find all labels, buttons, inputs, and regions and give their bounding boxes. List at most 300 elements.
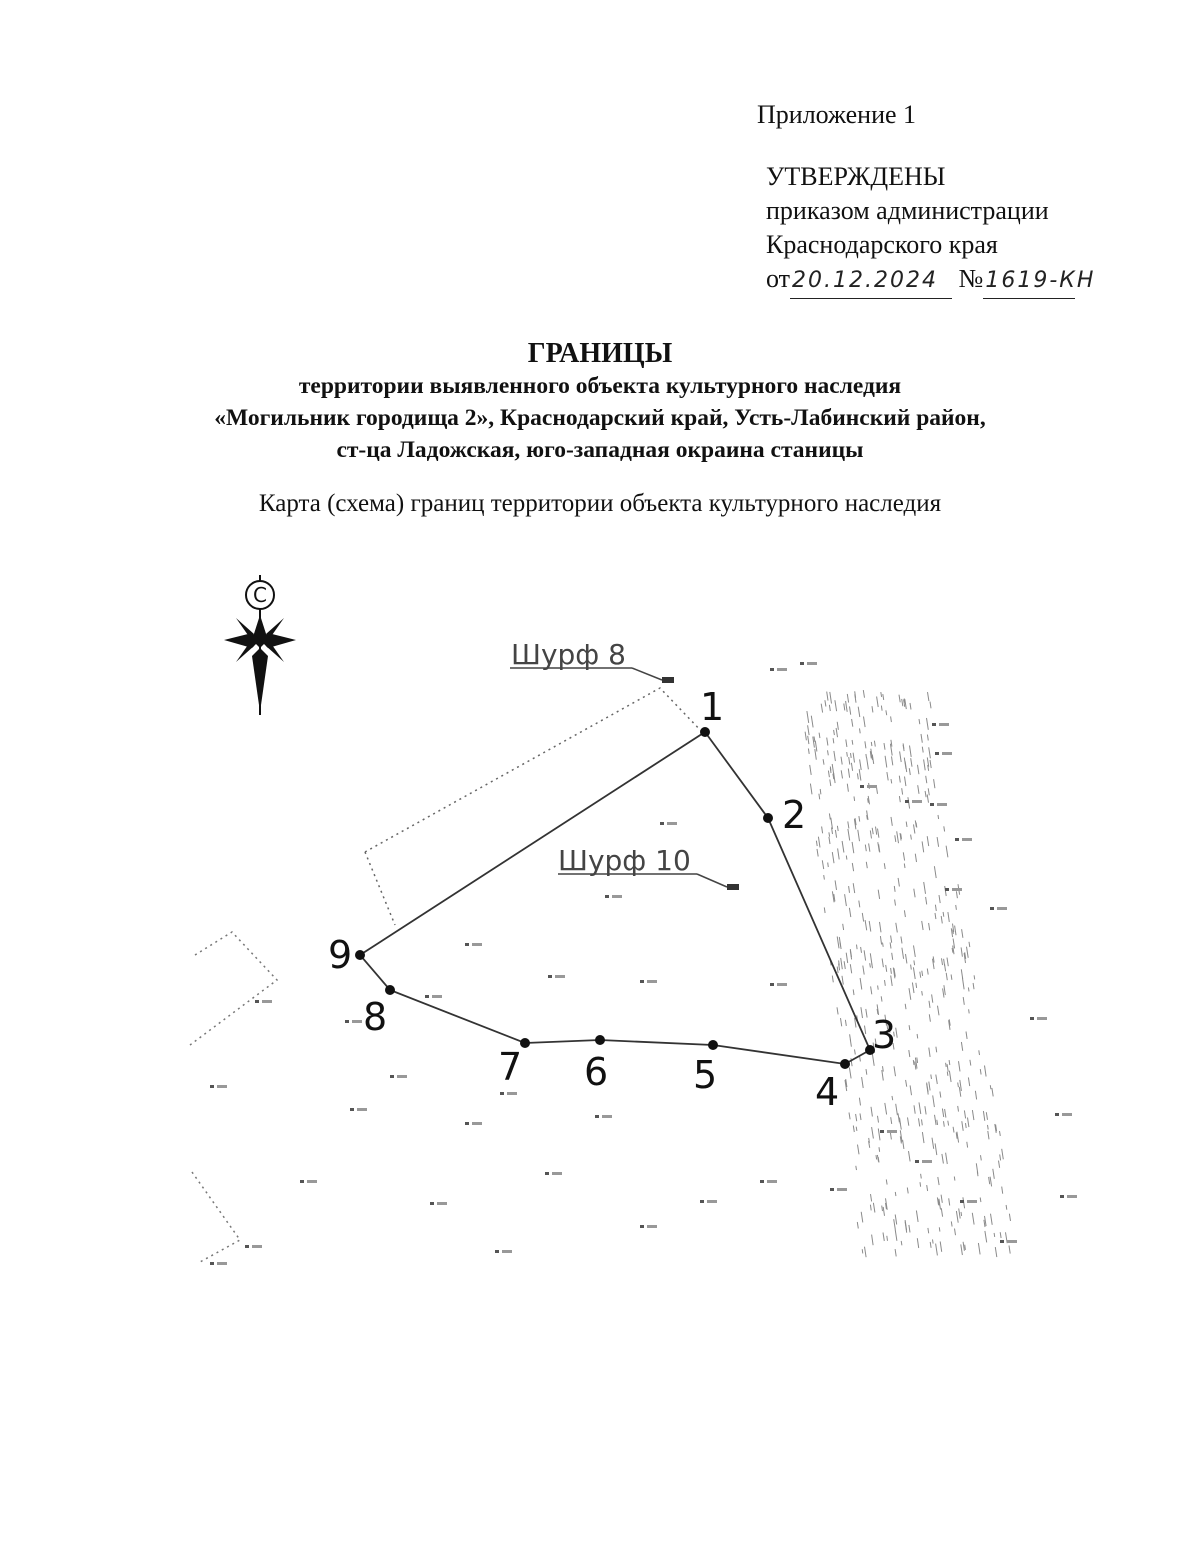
hatch-stroke [930, 1242, 931, 1248]
vertex-label-8: 8 [363, 995, 388, 1039]
elevation-value-mark [1037, 1017, 1047, 1020]
hatch-stroke [992, 1088, 993, 1096]
elevation-mark [210, 1262, 214, 1265]
hatch-stroke [853, 883, 855, 893]
hatch-stroke [847, 752, 848, 757]
elevation-mark [495, 1250, 499, 1253]
hatch-stroke [927, 969, 928, 975]
hatch-stroke [850, 964, 851, 973]
hatch-stroke [932, 994, 933, 1002]
hatch-stroke [808, 725, 810, 735]
hatch-stroke [899, 796, 900, 802]
hatch-stroke [843, 924, 844, 930]
hatch-stroke [895, 1249, 896, 1256]
hatch-stroke [851, 763, 852, 771]
hatch-stroke [956, 905, 957, 910]
elevation-value-mark [507, 1092, 517, 1095]
elevation-mark [1060, 1195, 1064, 1198]
hatch-stroke [897, 831, 899, 843]
hatch-stroke [872, 706, 873, 712]
hatch-stroke [886, 1179, 887, 1184]
hatch-stroke [951, 975, 952, 980]
hatch-stroke [910, 703, 911, 710]
hatch-stroke [862, 913, 863, 922]
hatch-stroke [885, 756, 887, 768]
vertex-labels [328, 685, 896, 1114]
hatch-stroke [902, 699, 903, 706]
hatch-stroke [880, 922, 882, 932]
hatch-stroke [929, 747, 931, 758]
hatch-stroke [967, 947, 969, 958]
hatch-stroke [900, 751, 902, 762]
hatch-stroke [857, 945, 858, 950]
elevation-mark [425, 995, 429, 998]
hatch-stroke [940, 1242, 942, 1252]
hatch-stroke [871, 1194, 872, 1201]
elevation-value-mark [1067, 1195, 1077, 1198]
hatch-stroke [866, 862, 867, 868]
elevation-mark [905, 800, 909, 803]
hatch-stroke [847, 784, 848, 792]
hatch-stroke [854, 796, 855, 801]
survey-outline [365, 688, 705, 852]
hatch-stroke [853, 989, 854, 995]
hatch-stroke [985, 1066, 987, 1077]
hatch-stroke [833, 738, 834, 743]
hatch-stroke [834, 751, 836, 761]
hatch-stroke [927, 836, 929, 846]
hatch-stroke [938, 1177, 939, 1185]
hatch-stroke [944, 826, 945, 831]
hatch-stroke [939, 1227, 940, 1231]
hatch-stroke [838, 848, 840, 859]
hatch-stroke [882, 1206, 883, 1212]
hatch-stroke [942, 1154, 944, 1164]
approved-title: УТВЕРЖДЕНЫ [766, 162, 946, 191]
elevation-mark [945, 888, 949, 891]
hatch-stroke [937, 1120, 938, 1125]
hatch-stroke [961, 947, 962, 956]
hatch-stroke [815, 749, 817, 760]
hatch-stroke [983, 1111, 984, 1121]
elevation-mark [830, 1188, 834, 1191]
elevation-value-mark [962, 838, 972, 841]
pit-10 [558, 844, 739, 890]
hatch-stroke [859, 901, 860, 908]
hatch-stroke [958, 1083, 959, 1088]
hatch-stroke [849, 1113, 850, 1120]
hatch-stroke [881, 996, 882, 1001]
hatch-stroke [882, 1070, 884, 1080]
hatch-stroke [830, 768, 831, 773]
hatch-stroke [981, 1155, 982, 1160]
hatch-stroke [883, 943, 884, 947]
hatch-stroke [945, 1109, 946, 1118]
hatch-stroke [909, 988, 911, 1000]
hatch-stroke [941, 1195, 942, 1203]
hatch-stroke [839, 960, 840, 965]
hatch-stroke [883, 1207, 884, 1216]
vertex-label-9: 9 [328, 933, 353, 977]
hatch-stroke [929, 1014, 930, 1021]
elevation-mark [1000, 1240, 1004, 1243]
hatch-stroke [924, 882, 926, 894]
hatch-stroke [891, 968, 892, 974]
hatch-stroke [938, 1006, 940, 1016]
hatch-stroke [934, 866, 936, 878]
hatch-stroke [829, 813, 830, 819]
hatch-stroke [994, 1233, 995, 1237]
elevation-mark [960, 1200, 964, 1203]
elevation-mark [915, 1160, 919, 1163]
appendix-label: Приложение 1 [757, 100, 917, 129]
hatch-stroke [919, 1118, 920, 1126]
hatch-stroke [901, 937, 902, 944]
hatch-stroke [835, 880, 836, 890]
hatch-stroke [885, 980, 886, 986]
hatch-stroke [921, 734, 922, 743]
hatch-stroke [891, 779, 892, 783]
hatch-stroke [881, 692, 882, 697]
hatch-stroke [810, 784, 812, 795]
elevation-mark [760, 1180, 764, 1183]
hatch-stroke [944, 1121, 945, 1127]
hatch-stroke [915, 820, 916, 826]
hatch-stroke [991, 1214, 993, 1225]
hatch-stroke [885, 1103, 887, 1115]
hatch-stroke [852, 863, 853, 871]
hatch-stroke [861, 1212, 863, 1223]
hatch-stroke [865, 741, 866, 748]
hatch-stroke [943, 912, 944, 917]
hatch-stroke [859, 769, 861, 780]
hatch-stroke [911, 758, 912, 767]
hatch-stroke [841, 770, 842, 778]
elevation-mark [932, 723, 936, 726]
hatch-stroke [906, 822, 907, 827]
elevation-value-mark [602, 1115, 612, 1118]
hatch-stroke [849, 886, 850, 893]
elevation-mark [548, 975, 552, 978]
hatch-stroke [894, 1066, 896, 1076]
hatch-stroke [867, 758, 869, 770]
elevation-mark [390, 1075, 394, 1078]
hatch-stroke [916, 1211, 918, 1222]
hatch-stroke [865, 920, 867, 930]
elevation-value-mark [922, 1160, 932, 1163]
hatch-stroke [924, 759, 926, 770]
hatch-stroke [922, 1132, 924, 1143]
hatch-stroke [913, 1060, 914, 1065]
hatch-stroke [859, 816, 860, 822]
hatch-stroke [933, 1239, 934, 1243]
hatch-stroke [908, 1117, 909, 1125]
hatch-stroke [909, 1050, 910, 1057]
hatch-stroke [850, 706, 851, 714]
hatch-stroke [914, 945, 916, 957]
hatch-stroke [922, 841, 924, 852]
hatch-stroke [815, 741, 817, 752]
hatch-stroke [989, 1177, 990, 1184]
hatch-stroke [911, 835, 912, 840]
hatch-stroke [949, 1198, 950, 1205]
hatch-stroke [938, 815, 939, 819]
elevation-value-mark [997, 907, 1007, 910]
hatch-stroke [914, 960, 915, 965]
hatch-stroke [968, 1118, 969, 1128]
hatch-stroke [834, 730, 835, 735]
hatch-stroke [899, 695, 900, 703]
hatch-stroke [877, 697, 879, 708]
hatch-stroke [864, 950, 866, 960]
hatch-stroke [914, 824, 915, 833]
hatch-stroke [865, 845, 866, 852]
elevation-mark [955, 838, 959, 841]
hatch-stroke [895, 1215, 897, 1225]
hatch-stroke [808, 736, 809, 744]
hatch-stroke [887, 772, 888, 780]
hatch-stroke [946, 1063, 947, 1067]
hatch-stroke [832, 852, 834, 863]
hatch-stroke [905, 1004, 906, 1009]
elevation-mark [465, 943, 469, 946]
north-label: С [253, 583, 267, 607]
elevation-value-mark [942, 752, 952, 755]
hatch-stroke [892, 953, 893, 960]
hatch-stroke [951, 1221, 952, 1226]
hatch-stroke [925, 791, 926, 797]
hatch-stroke [837, 967, 838, 973]
elevation-mark [800, 662, 804, 665]
hatch-stroke [1000, 1154, 1001, 1160]
hatch-stroke [865, 1026, 866, 1034]
hatch-stroke [895, 1230, 897, 1241]
hatch-stroke [922, 1119, 923, 1125]
hatch-stroke [993, 1169, 995, 1179]
hatch-stroke [922, 921, 923, 930]
vertex-label-7: 7 [498, 1045, 523, 1089]
elevation-mark [255, 1000, 259, 1003]
hatch-stroke [860, 978, 862, 990]
elevation-mark [465, 1122, 469, 1125]
hatch-stroke [995, 1247, 997, 1257]
elevation-value-mark [472, 943, 482, 946]
hatch-stroke [922, 991, 923, 995]
hatch-stroke [844, 961, 845, 969]
hatch-stroke [825, 700, 826, 706]
hatch-stroke [961, 1042, 962, 1051]
elevation-mark [860, 785, 864, 788]
hatch-stroke [819, 733, 820, 738]
hatch-stroke [986, 1112, 987, 1120]
hatch-stroke [820, 789, 821, 794]
hatch-stroke [829, 705, 830, 711]
hatch-stroke [961, 1244, 963, 1255]
vertex-4 [840, 1059, 850, 1069]
hatch-stroke [852, 740, 853, 745]
hatch-stroke [978, 1243, 980, 1254]
hatch-stroke [928, 1228, 929, 1233]
approved-line-1: приказом администрации [766, 196, 1049, 225]
hatch-stroke [872, 1127, 874, 1138]
hatch-stroke [918, 785, 919, 794]
hatch-stroke [808, 749, 809, 754]
hatch-stroke [878, 829, 879, 838]
hatch-stroke [870, 1205, 871, 1211]
elevation-value-mark [472, 1122, 482, 1125]
hatch-stroke [974, 975, 975, 979]
hatch-stroke [959, 1208, 961, 1218]
hatch-stroke [822, 860, 823, 869]
hatch-stroke [896, 923, 898, 933]
hatch-stroke [829, 832, 830, 836]
hatch-stroke [902, 788, 903, 794]
hatch-stroke [935, 1143, 937, 1155]
hatch-stroke [935, 905, 936, 911]
hatch-stroke [828, 750, 829, 755]
elevation-value-mark [307, 1180, 317, 1183]
hatch-stroke [966, 1032, 967, 1039]
hatch-stroke [958, 1106, 959, 1112]
hatch-stroke [891, 976, 893, 986]
hatch-stroke [884, 743, 885, 750]
hatch-stroke [891, 1117, 892, 1124]
hatch-stroke [861, 1007, 863, 1018]
elevation-value-mark [952, 888, 962, 891]
hatch-stroke [846, 739, 847, 747]
hatch-stroke [937, 837, 939, 847]
elevation-mark [430, 1202, 434, 1205]
hatch-stroke [823, 759, 824, 765]
elevation-value-mark [217, 1262, 227, 1265]
elevation-value-mark [552, 1172, 562, 1175]
hatch-stroke [913, 967, 915, 979]
vertex-8 [385, 985, 395, 995]
map-caption: Карта (схема) границ территории объекта культурного наследия [258, 490, 942, 517]
hatch-stroke [942, 1109, 943, 1118]
handwritten-date: 20.12.2024 [790, 264, 952, 299]
hatch-stroke [911, 965, 912, 970]
hatch-stroke [860, 1113, 861, 1120]
hatch-stroke [910, 1085, 911, 1095]
hatch-stroke [920, 1182, 921, 1187]
hatch-stroke [871, 1107, 872, 1117]
hatch-stroke [829, 837, 830, 844]
hatch-stroke [835, 830, 836, 838]
hatch-stroke [903, 1140, 904, 1149]
hatch-stroke [821, 704, 822, 713]
hatch-stroke [909, 768, 910, 775]
hatch-stroke [814, 736, 815, 742]
hatch-stroke [988, 1125, 989, 1130]
hatch-stroke [946, 1153, 948, 1164]
hatch-stroke [955, 1229, 956, 1236]
document-title: ГРАНИЦЫ [527, 338, 673, 369]
hatch-stroke [827, 738, 828, 746]
hatch-stroke [906, 1080, 907, 1087]
elevation-value-mark [262, 1000, 272, 1003]
elevation-value-mark [612, 895, 622, 898]
hatch-stroke [846, 701, 847, 706]
hatch-stroke [941, 916, 942, 923]
hatch-stroke [874, 741, 875, 747]
hatch-stroke [846, 706, 847, 712]
hatch-stroke [816, 841, 817, 846]
hatch-stroke [882, 959, 883, 968]
elevation-mark [300, 1180, 304, 1183]
hatch-stroke [914, 889, 915, 898]
hatch-stroke [922, 747, 923, 753]
hatch-stroke [848, 829, 850, 841]
hatch-stroke [961, 969, 962, 979]
elevation-mark [640, 980, 644, 983]
hatch-stroke [837, 937, 839, 949]
hatch-stroke [917, 1238, 918, 1248]
hatch-stroke [933, 1095, 935, 1107]
hatch-stroke [865, 1247, 867, 1258]
hatch-stroke [963, 1242, 964, 1251]
hatch-stroke [832, 764, 834, 774]
hatch-stroke [853, 753, 854, 763]
hatch-stroke [1006, 1205, 1007, 1210]
hatch-stroke [975, 1091, 976, 1100]
handwritten-number: 1619-КН [983, 264, 1075, 299]
hatch-stroke [858, 1145, 860, 1155]
hatch-stroke [886, 965, 887, 972]
hatch-stroke [904, 864, 905, 869]
elevation-value-mark [707, 1200, 717, 1203]
hatch-stroke [972, 1213, 974, 1225]
hatch-stroke [807, 711, 809, 723]
elevation-mark [595, 1115, 599, 1118]
hatch-stroke [968, 1077, 969, 1086]
elevation-mark [935, 752, 939, 755]
hatch-stroke [891, 716, 892, 722]
hatch-stroke [868, 798, 869, 803]
hatch-stroke [856, 1114, 857, 1121]
hatch-stroke [883, 1066, 884, 1071]
hatch-stroke [934, 779, 935, 788]
elevation-mark [770, 668, 774, 671]
hatch-stroke [892, 1096, 893, 1100]
hatch-stroke [870, 963, 871, 967]
hatch-stroke [930, 702, 931, 709]
hatch-stroke [858, 707, 860, 717]
elevation-mark [245, 1245, 249, 1248]
elevation-value-mark [777, 983, 787, 986]
elevation-value-mark [967, 1200, 977, 1203]
hatch-stroke [872, 755, 873, 764]
hatch-stroke [867, 815, 868, 819]
hatch-stroke [839, 937, 841, 949]
hatch-stroke [910, 746, 912, 757]
hatch-stroke [927, 735, 928, 741]
hatch-stroke [887, 1236, 888, 1241]
hatch-stroke [988, 1131, 989, 1139]
hatch-stroke [903, 852, 904, 860]
hatch-stroke [939, 895, 940, 903]
hatch-stroke [926, 897, 927, 905]
hatch-stroke [837, 1007, 838, 1014]
hatch-stroke [857, 773, 858, 779]
hatch-stroke [948, 912, 949, 922]
hatch-stroke [936, 1047, 937, 1053]
hatch-stroke [905, 699, 907, 709]
hatch-stroke [848, 769, 849, 778]
hatch-stroke [947, 1072, 948, 1076]
hatch-stroke [969, 942, 970, 947]
hatch-stroke [922, 971, 923, 976]
